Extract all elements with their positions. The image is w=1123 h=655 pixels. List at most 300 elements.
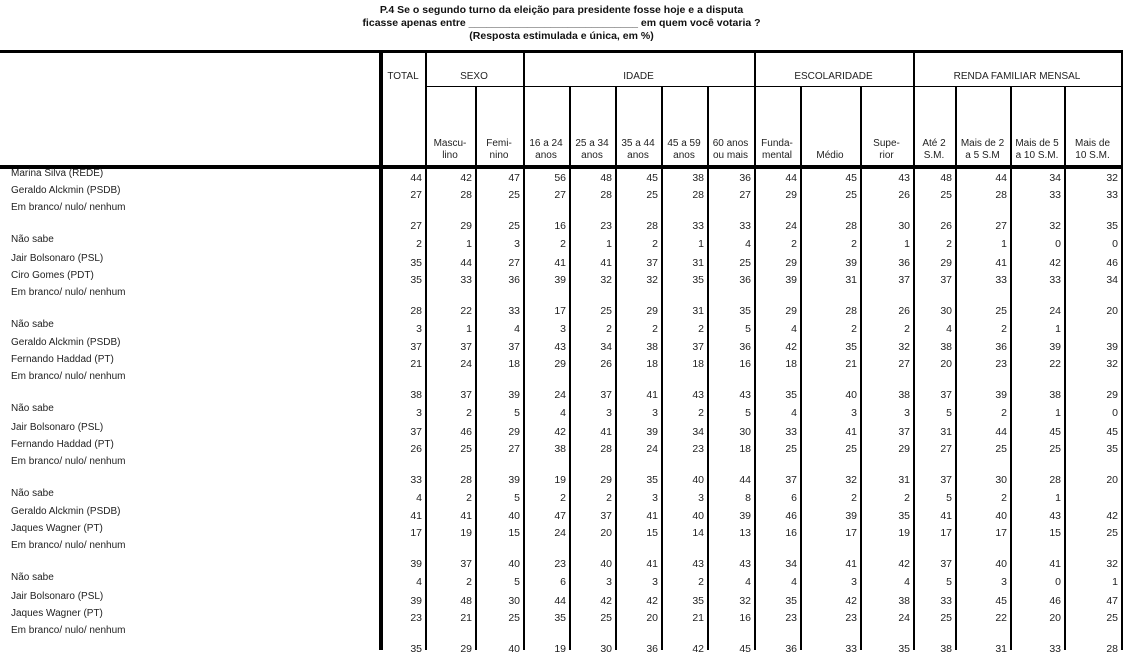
table-cell: 3: [851, 576, 857, 588]
column-header-line-2: anos: [581, 150, 603, 161]
table-cell: 36: [739, 172, 751, 184]
table-cell: 26: [898, 305, 910, 317]
table-cell: 0: [1112, 407, 1118, 419]
column-header: [661, 138, 707, 162]
table-cell: 0: [1055, 576, 1061, 588]
column-header-line-2: anos: [535, 150, 557, 161]
column-header: [523, 138, 569, 162]
table-cell: 42: [1106, 510, 1118, 522]
table-cell: 21: [692, 612, 704, 624]
table-cell: 39: [845, 510, 857, 522]
column-header-line-1: Mais de 5: [1015, 138, 1059, 149]
table-cell: 40: [692, 474, 704, 486]
table-cell: 2: [698, 407, 704, 419]
table-cell: 33: [1049, 274, 1061, 286]
table-cell: 40: [508, 558, 520, 570]
table-cell: 25: [995, 305, 1007, 317]
table-cell: 25: [460, 443, 472, 455]
column-header: [800, 138, 860, 162]
table-cell: 29: [554, 358, 566, 370]
table-cell: 37: [460, 389, 472, 401]
table-cell: 38: [940, 341, 952, 353]
table-cell: 36: [785, 643, 797, 655]
table-cell: 28: [600, 189, 612, 201]
table-cell: 34: [1049, 172, 1061, 184]
table-cell: 27: [739, 189, 751, 201]
table-cell: 3: [652, 407, 658, 419]
table-cell: 38: [898, 389, 910, 401]
table-cell: 24: [554, 389, 566, 401]
table-cell: 30: [600, 643, 612, 655]
row-label: Geraldo Alckmin (PSDB): [11, 185, 121, 196]
table-cell: 43: [739, 558, 751, 570]
table-cell: 24: [785, 220, 797, 232]
table-cell: 31: [940, 426, 952, 438]
table-cell: 18: [508, 358, 520, 370]
row-label: Não sabe: [11, 319, 54, 330]
table-cell: 45: [1049, 426, 1061, 438]
table-cell: 35: [410, 274, 422, 286]
table-cell: 21: [410, 358, 422, 370]
column-header-line-2: ou mais: [712, 150, 748, 161]
column-header-line-1: 45 a 59: [667, 138, 701, 149]
table-cell: 25: [1049, 443, 1061, 455]
table-cell: 5: [745, 323, 751, 335]
table-cell: 4: [745, 238, 751, 250]
table-cell: 29: [785, 257, 797, 269]
table-cell: 43: [554, 341, 566, 353]
group-header-renda-familiar-mensal: RENDA FAMILIAR MENSAL: [953, 71, 1081, 82]
column-header-line-1: Mascu-: [433, 138, 467, 149]
table-cell: 5: [514, 576, 520, 588]
table-cell: 41: [600, 257, 612, 269]
table-cell: 29: [1106, 389, 1118, 401]
table-cell: 32: [898, 341, 910, 353]
table-cell: 22: [995, 612, 1007, 624]
table-cell: 4: [946, 323, 952, 335]
row-label: Em branco/ nulo/ nenhum: [11, 625, 126, 636]
table-cell: 30: [739, 426, 751, 438]
table-cell: 2: [904, 323, 910, 335]
table-cell: 29: [898, 443, 910, 455]
table-cell: 24: [898, 612, 910, 624]
table-cell: 33: [410, 474, 422, 486]
table-cell: 6: [791, 492, 797, 504]
table-cell: 47: [1106, 595, 1118, 607]
table-cell: 25: [508, 220, 520, 232]
table-cell: 46: [460, 426, 472, 438]
table-cell: 38: [898, 595, 910, 607]
table-cell: 23: [600, 220, 612, 232]
table-cell: 38: [692, 172, 704, 184]
table-cell: 17: [940, 527, 952, 539]
row-label: Em branco/ nulo/ nenhum: [11, 371, 126, 382]
column-header-line-1: 16 a 24: [529, 138, 563, 149]
table-cell: 28: [1049, 474, 1061, 486]
table-cell: 28: [460, 189, 472, 201]
table-cell: 30: [898, 220, 910, 232]
table-cell: 25: [508, 189, 520, 201]
table-cell: 32: [1106, 172, 1118, 184]
table-cell: 4: [791, 407, 797, 419]
table-cell: 42: [785, 341, 797, 353]
table-cell: 37: [785, 474, 797, 486]
table-cell: 4: [514, 323, 520, 335]
column-header: [754, 138, 800, 162]
table-top-rule: [0, 50, 1123, 53]
table-cell: 5: [946, 576, 952, 588]
table-cell: 2: [466, 576, 472, 588]
table-cell: 3: [560, 323, 566, 335]
table-cell: 39: [410, 595, 422, 607]
table-cell: 20: [1049, 612, 1061, 624]
table-cell: 44: [410, 172, 422, 184]
table-cell: 40: [692, 510, 704, 522]
table-cell: 35: [410, 257, 422, 269]
table-cell: 2: [851, 323, 857, 335]
group-subrule: [754, 86, 913, 87]
column-header-line-1: Supe-: [873, 138, 900, 149]
table-cell: 18: [785, 358, 797, 370]
table-cell: 33: [1049, 189, 1061, 201]
table-cell: 42: [600, 595, 612, 607]
table-cell: 36: [739, 274, 751, 286]
table-cell: 17: [845, 527, 857, 539]
table-cell: 37: [410, 341, 422, 353]
table-cell: 36: [508, 274, 520, 286]
column-header: [1010, 138, 1064, 162]
row-label: Não sabe: [11, 234, 54, 245]
table-cell: 37: [460, 341, 472, 353]
table-cell: 15: [1049, 527, 1061, 539]
table-cell: 41: [995, 257, 1007, 269]
table-cell: 2: [1001, 492, 1007, 504]
column-header: [615, 138, 661, 162]
table-cell: 4: [904, 576, 910, 588]
table-cell: 33: [739, 220, 751, 232]
table-cell: 42: [845, 595, 857, 607]
column-header-line-2: mental: [761, 150, 792, 161]
table-cell: 4: [745, 576, 751, 588]
table-cell: 3: [652, 492, 658, 504]
column-header: [955, 138, 1010, 162]
table-cell: 31: [692, 305, 704, 317]
table-cell: 40: [995, 510, 1007, 522]
table-cell: 36: [646, 643, 658, 655]
column-header-line-2: a 10 S.M.: [1015, 150, 1059, 161]
table-cell: 33: [1106, 189, 1118, 201]
table-cell: 2: [851, 492, 857, 504]
table-cell: 5: [946, 492, 952, 504]
table-cell: 31: [692, 257, 704, 269]
column-header: [707, 138, 754, 162]
table-cell: 24: [646, 443, 658, 455]
table-cell: 34: [692, 426, 704, 438]
table-cell: 45: [845, 172, 857, 184]
table-cell: 42: [646, 595, 658, 607]
table-cell: 37: [940, 474, 952, 486]
row-label: Geraldo Alckmin (PSDB): [11, 506, 121, 517]
column-header: [860, 138, 913, 162]
table-cell: 29: [460, 220, 472, 232]
table-cell: 48: [600, 172, 612, 184]
table-cell: 20: [600, 527, 612, 539]
table-cell: 22: [1049, 358, 1061, 370]
table-cell: 2: [652, 238, 658, 250]
table-cell: 19: [898, 527, 910, 539]
table-cell: 41: [460, 510, 472, 522]
table-cell: 2: [904, 492, 910, 504]
table-cell: 23: [692, 443, 704, 455]
table-cell: 35: [410, 643, 422, 655]
table-cell: 35: [785, 595, 797, 607]
table-cell: 3: [606, 576, 612, 588]
table-cell: 28: [1106, 643, 1118, 655]
table-cell: 33: [995, 274, 1007, 286]
table-cell: 40: [508, 510, 520, 522]
table-cell: 6: [560, 576, 566, 588]
table-cell: 23: [845, 612, 857, 624]
table-cell: 28: [646, 220, 658, 232]
table-cell: 28: [600, 443, 612, 455]
table-cell: 37: [898, 426, 910, 438]
table-cell: 28: [410, 305, 422, 317]
table-cell: 39: [785, 274, 797, 286]
table-cell: 1: [904, 238, 910, 250]
table-cell: 48: [460, 595, 472, 607]
table-cell: 36: [739, 341, 751, 353]
column-header-line-2: S.M.: [923, 150, 945, 161]
row-label: Ciro Gomes (PDT): [11, 270, 94, 281]
table-cell: 1: [1055, 492, 1061, 504]
table-cell: 45: [739, 643, 751, 655]
table-cell: 25: [600, 305, 612, 317]
table-cell: 30: [508, 595, 520, 607]
table-cell: 38: [1049, 389, 1061, 401]
table-cell: 39: [508, 389, 520, 401]
table-cell: 17: [554, 305, 566, 317]
group-header-sexo: SEXO: [460, 71, 488, 82]
column-header-line-1: Até 2: [922, 138, 946, 149]
table-cell: 5: [745, 407, 751, 419]
table-cell: 19: [554, 643, 566, 655]
table-cell: 38: [410, 389, 422, 401]
row-label: Fernando Haddad (PT): [11, 439, 114, 450]
column-header-line-1: 35 a 44: [621, 138, 655, 149]
column-header: [569, 138, 615, 162]
table-cell: 28: [460, 474, 472, 486]
table-cell: 26: [940, 220, 952, 232]
table-cell: 44: [995, 172, 1007, 184]
table-cell: 29: [600, 474, 612, 486]
table-cell: 2: [791, 238, 797, 250]
table-cell: 0: [1112, 238, 1118, 250]
table-cell: 35: [646, 474, 658, 486]
question-title: [0, 4, 1123, 43]
table-cell: 29: [940, 257, 952, 269]
table-cell: 18: [692, 358, 704, 370]
table-cell: 4: [416, 492, 422, 504]
table-cell: 2: [1001, 407, 1007, 419]
column-header: [913, 138, 955, 162]
table-cell: 32: [1106, 558, 1118, 570]
table-cell: 41: [646, 389, 658, 401]
table-cell: 45: [1106, 426, 1118, 438]
table-cell: 48: [940, 172, 952, 184]
table-cell: 2: [606, 492, 612, 504]
column-header-line-1: [381, 138, 425, 150]
table-cell: 29: [460, 643, 472, 655]
group-header-total: TOTAL: [387, 71, 419, 82]
table-cell: 21: [845, 358, 857, 370]
table-cell: 27: [940, 443, 952, 455]
table-cell: 23: [995, 358, 1007, 370]
group-header-idade: IDADE: [623, 71, 654, 82]
row-label: Jair Bolsonaro (PSL): [11, 253, 104, 264]
group-header-escolaridade: ESCOLARIDADE: [794, 71, 873, 82]
table-cell: 37: [646, 257, 658, 269]
table-cell: 30: [940, 305, 952, 317]
table-cell: 31: [898, 474, 910, 486]
table-cell: 0: [1055, 238, 1061, 250]
table-cell: 37: [940, 389, 952, 401]
table-cell: 31: [845, 274, 857, 286]
table-cell: 18: [646, 358, 658, 370]
table-cell: 43: [898, 172, 910, 184]
table-cell: 41: [646, 510, 658, 522]
table-cell: 45: [995, 595, 1007, 607]
table-cell: 43: [1049, 510, 1061, 522]
table-cell: 3: [652, 576, 658, 588]
table-cell: 16: [554, 220, 566, 232]
table-cell: 3: [606, 407, 612, 419]
table-cell: 35: [692, 595, 704, 607]
table-cell: 2: [466, 407, 472, 419]
table-cell: 43: [692, 558, 704, 570]
table-cell: 16: [785, 527, 797, 539]
table-cell: 28: [845, 305, 857, 317]
table-cell: 43: [739, 389, 751, 401]
table-cell: 41: [410, 510, 422, 522]
row-label: Jaques Wagner (PT): [11, 608, 103, 619]
table-cell: 40: [600, 558, 612, 570]
column-header-line-2: anos: [627, 150, 649, 161]
column-header: [425, 138, 475, 162]
table-cell: 24: [1049, 305, 1061, 317]
table-cell: 4: [791, 323, 797, 335]
table-cell: 26: [410, 443, 422, 455]
table-cell: 3: [416, 407, 422, 419]
table-cell: 25: [600, 612, 612, 624]
table-cell: 15: [646, 527, 658, 539]
row-label: Em branco/ nulo/ nenhum: [11, 540, 126, 551]
table-cell: 35: [692, 274, 704, 286]
table-cell: 37: [600, 389, 612, 401]
table-cell: 39: [554, 274, 566, 286]
table-cell: 37: [410, 426, 422, 438]
table-cell: 2: [946, 238, 952, 250]
table-cell: 27: [410, 189, 422, 201]
row-label: Não sabe: [11, 488, 54, 499]
table-cell: 18: [739, 443, 751, 455]
table-cell: 8: [745, 492, 751, 504]
table-cell: 1: [1055, 407, 1061, 419]
table-cell: 39: [1106, 341, 1118, 353]
table-cell: 44: [995, 426, 1007, 438]
table-cell: 1: [1055, 323, 1061, 335]
row-label: Em branco/ nulo/ nenhum: [11, 202, 126, 213]
column-header: [475, 138, 523, 162]
table-cell: 23: [785, 612, 797, 624]
table-cell: 19: [460, 527, 472, 539]
table-cell: 25: [739, 257, 751, 269]
table-cell: 2: [560, 492, 566, 504]
table-cell: 3: [904, 407, 910, 419]
table-cell: 4: [560, 407, 566, 419]
table-cell: 39: [845, 257, 857, 269]
table-cell: 56: [554, 172, 566, 184]
row-label: Marina Silva (REDE): [11, 168, 104, 179]
table-cell: 3: [514, 238, 520, 250]
table-cell: 30: [995, 474, 1007, 486]
table-cell: 27: [554, 189, 566, 201]
table-cell: 25: [940, 612, 952, 624]
table-cell: 15: [508, 527, 520, 539]
table-cell: 39: [739, 510, 751, 522]
table-cell: 23: [410, 612, 422, 624]
row-label: Jair Bolsonaro (PSL): [11, 422, 104, 433]
table-cell: 33: [508, 305, 520, 317]
table-cell: 25: [845, 189, 857, 201]
table-cell: 25: [785, 443, 797, 455]
table-cell: 19: [554, 474, 566, 486]
table-cell: 2: [698, 576, 704, 588]
table-cell: 41: [554, 257, 566, 269]
table-cell: 2: [560, 238, 566, 250]
table-cell: 35: [1106, 443, 1118, 455]
table-cell: 2: [416, 238, 422, 250]
table-cell: 1: [698, 238, 704, 250]
group-subrule: [523, 86, 754, 87]
table-cell: 4: [791, 576, 797, 588]
table-cell: 2: [606, 323, 612, 335]
table-cell: 35: [845, 341, 857, 353]
table-cell: 27: [508, 257, 520, 269]
table-cell: 32: [1049, 220, 1061, 232]
column-header-line-1: 25 a 34: [575, 138, 609, 149]
table-cell: 40: [508, 643, 520, 655]
table-cell: 5: [946, 407, 952, 419]
column-header: [1064, 138, 1121, 162]
row-label: Jaques Wagner (PT): [11, 523, 103, 534]
table-cell: 32: [1106, 358, 1118, 370]
table-cell: 47: [508, 172, 520, 184]
table-cell: 43: [692, 389, 704, 401]
table-cell: 46: [1106, 257, 1118, 269]
table-cell: 42: [554, 426, 566, 438]
table-cell: 1: [466, 323, 472, 335]
table-cell: 32: [600, 274, 612, 286]
table-cell: 37: [600, 510, 612, 522]
table-cell: 42: [460, 172, 472, 184]
table-cell: 42: [1049, 257, 1061, 269]
table-cell: 41: [646, 558, 658, 570]
table-cell: 1: [1112, 576, 1118, 588]
table-cell: 33: [845, 643, 857, 655]
column-header-line-2: 10 S.M.: [1075, 150, 1110, 161]
table-cell: 36: [898, 257, 910, 269]
table-cell: 36: [995, 341, 1007, 353]
